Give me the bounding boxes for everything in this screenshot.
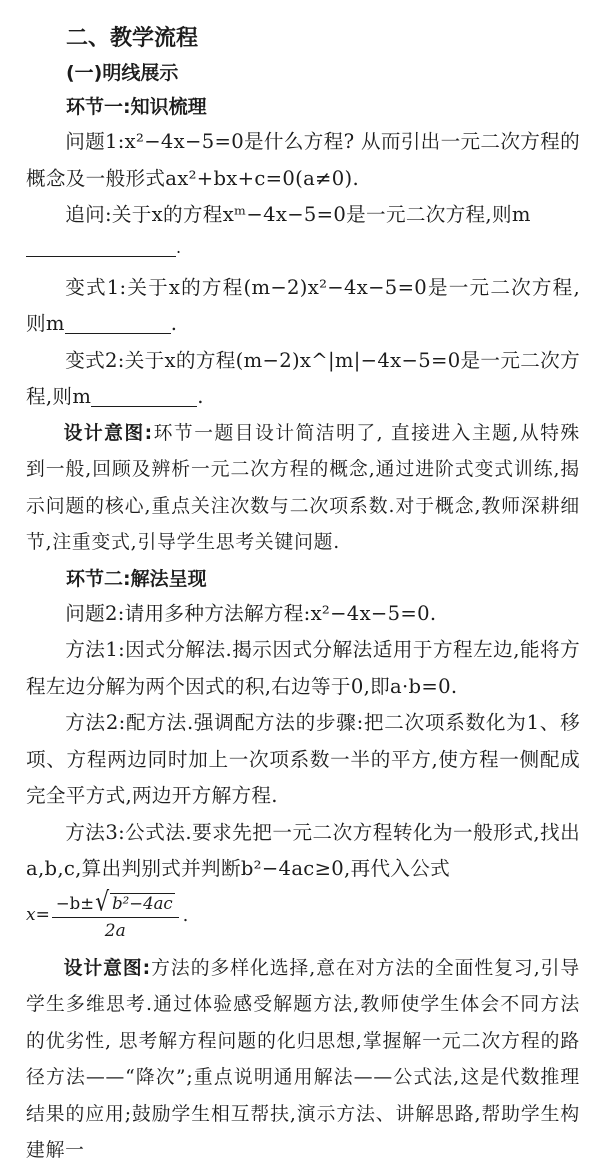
answer-blank xyxy=(91,384,197,407)
question-2: 问题2:请用多种方法解方程:x²−4x−5=0. xyxy=(65,601,437,625)
design-intent-2 xyxy=(26,951,580,1170)
period: . xyxy=(170,312,178,335)
answer-blank xyxy=(26,234,176,257)
answer-blank xyxy=(65,311,171,334)
followup-text: 追问:关于x的方程xᵐ−4x−5=0是一元二次方程,则m xyxy=(65,203,531,226)
subsection-title: (一)明线展示 xyxy=(66,62,179,84)
variant-1 xyxy=(26,270,580,343)
method-3: 方法3:公式法.要求先把一元二次方程转化为一般形式,找出a,b,c,算出判别式并判断b²−4ac≥0,再代入公式 xyxy=(26,820,580,880)
design-intent-1 xyxy=(26,416,580,562)
formula-lhs: x= xyxy=(26,905,50,925)
intent-1-text: 环节一题目设计简洁明了, 直接进入主题,从特殊到一般,回顾及辨析一元二次方程的概念,通过进阶式变式训练,揭示问题的核心,重点关注次数与二次项系数.对于概念,教师深耕细节,注重变式,引导学生思考关键问题. xyxy=(26,422,581,553)
sqrt-symbol: √ xyxy=(95,887,110,917)
numerator-prefix: −b± xyxy=(55,893,95,913)
followup-question xyxy=(26,197,580,234)
intent-label: 设计意图: xyxy=(63,422,153,444)
intent-2-text: 方法的多样化选择,意在对方法的全面性复习,引导学生多维思考.通过体验感受解题方法,教师使学生体会不同方法的优劣性, 思考解方程问题的化归思想,掌握解一元二次方程的路径方法——“降次”;重点说明通用解法——公式法,这是代数推理结果的应用;鼓励学生相互帮扶,演示方法、讲解思路,帮助学生构建解一 xyxy=(26,957,581,1161)
intent-label: 设计意图: xyxy=(63,957,151,979)
method-1: 方法1:因式分解法.揭示因式分解法适用于方程左边,能将方程左边分解为两个因式的积,右边等于0,即a·b=0. xyxy=(26,638,580,698)
period: . xyxy=(176,237,182,257)
method-2: 方法2:配方法.强调配方法的步骤:把二次项系数化为1、移项、方程两边同时加上一次项系数一半的平方,使方程一侧配成完全平方式,两边开方解方程. xyxy=(26,711,580,807)
quadratic-formula xyxy=(26,887,580,941)
variant-2-text: 变式2:关于x的方程(m−2)x^|m|−4x−5=0是一元二次方程,则m xyxy=(26,348,580,408)
section-title: 二、教学流程 xyxy=(66,26,199,51)
link1-title: 环节一:知识梳理 xyxy=(66,96,207,118)
variant-1-text: 变式1:关于x的方程(m−2)x²−4x−5=0是一元二次方程,则m xyxy=(26,275,580,335)
radicand: b²−4ac xyxy=(112,893,173,913)
question-1: 问题1:x²−4x−5=0是什么方程? 从而引出一元二次方程的概念及一般形式ax²+bx+c=0(a≠0). xyxy=(26,130,580,190)
variant-2 xyxy=(26,343,580,416)
formula-denominator: 2a xyxy=(104,920,126,941)
formula-numerator xyxy=(52,887,179,918)
period: . xyxy=(197,385,204,408)
formula-end: . xyxy=(182,904,189,926)
formula-fraction xyxy=(52,887,179,941)
followup-answer-line xyxy=(26,234,580,270)
link2-title: 环节二:解法呈现 xyxy=(66,567,207,590)
